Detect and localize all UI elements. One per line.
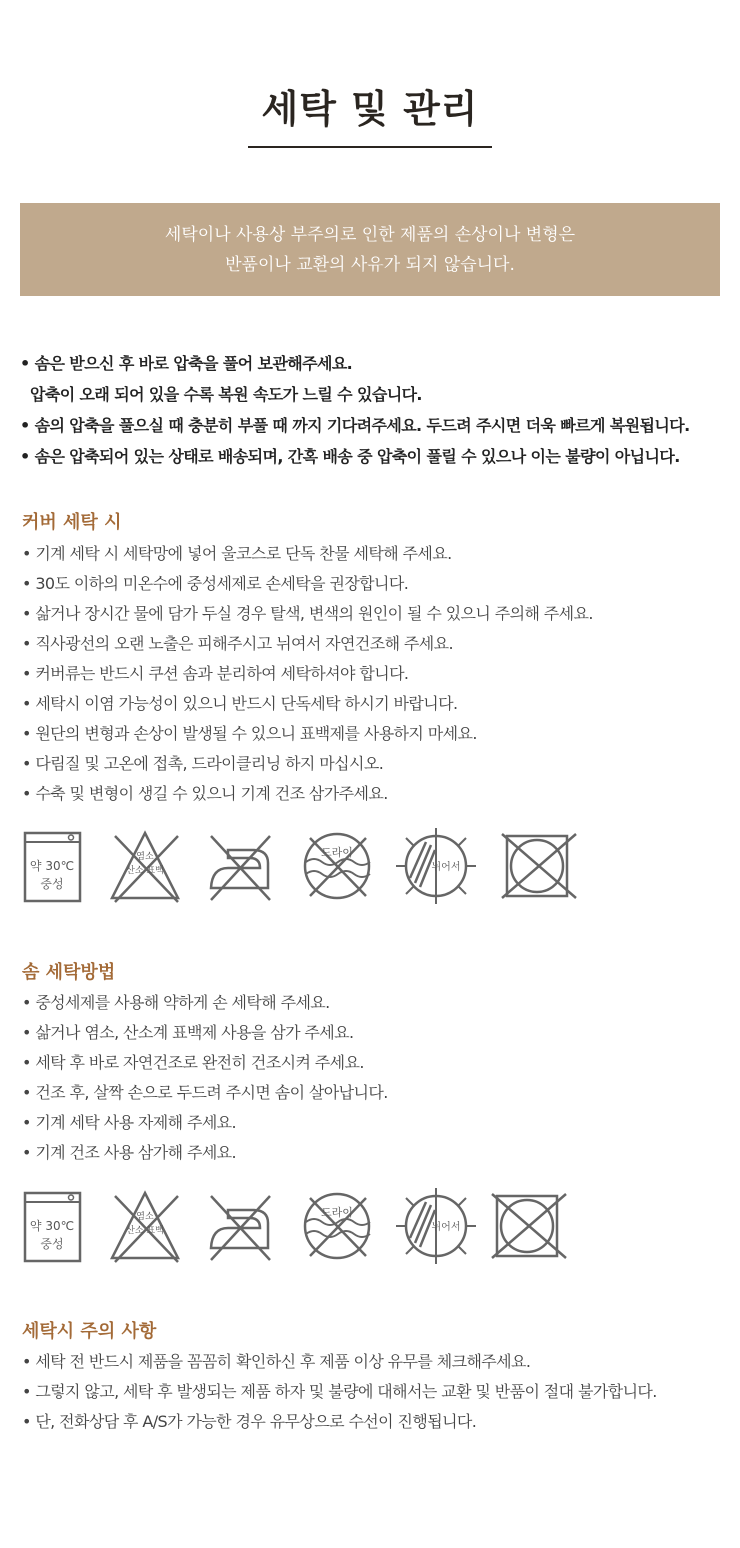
list-item: • 커버류는 반드시 쿠션 솜과 분리하여 세탁하셔야 합니다. xyxy=(22,664,409,683)
list-item: • 기계 건조 사용 삼가해 주세요. xyxy=(22,1143,237,1162)
page-title: 세탁 및 관리 xyxy=(261,87,479,131)
hand-wash-30-icon xyxy=(22,828,98,904)
caution-heading: 세탁시 주의 사항 xyxy=(22,1321,157,1342)
bleach-label-2: 산소 표백 xyxy=(126,1226,164,1236)
wash-detergent-label: 중성 xyxy=(40,1237,64,1251)
notice-banner xyxy=(20,203,720,296)
wash-temp-label: 약 30℃ xyxy=(29,859,75,873)
cover-wash-list xyxy=(22,539,722,809)
no-iron-icon xyxy=(208,1188,284,1264)
intro-item: • 솜은 압축되어 있는 상태로 배송되며, 간혹 배송 중 압축이 풀릴 수 있으나 이는 불량이 아닙니다. xyxy=(20,447,680,466)
list-item: • 중성세제를 사용해 약하게 손 세탁해 주세요. xyxy=(22,993,330,1012)
notice-line-2: 반품이나 교환의 사유가 되지 않습니다. xyxy=(225,254,515,275)
no-dry-clean-icon xyxy=(302,1188,378,1264)
no-bleach-icon xyxy=(112,1188,188,1264)
list-item: • 다림질 및 고온에 접촉, 드라이클리닝 하지 마십시오. xyxy=(22,754,384,773)
wash-temp-label: 약 30℃ xyxy=(29,1219,75,1233)
no-dry-clean-icon xyxy=(302,828,378,904)
filling-wash-heading: 솜 세탁방법 xyxy=(22,962,116,983)
title-underline xyxy=(248,146,492,148)
cover-wash-heading: 커버 세탁 시 xyxy=(22,512,122,533)
wash-detergent-label: 중성 xyxy=(40,877,64,891)
list-item: • 건조 후, 살짝 손으로 두드려 주시면 솜이 살아납니다. xyxy=(22,1083,388,1102)
filling-care-icons xyxy=(22,1188,582,1268)
list-item: • 세탁시 이염 가능성이 있으니 반드시 단독세탁 하시기 바랍니다. xyxy=(22,694,458,713)
hand-wash-30-icon xyxy=(22,1188,98,1264)
dry-clean-label: 드라이 xyxy=(321,1206,353,1219)
list-item: • 그렇지 않고, 세탁 후 발생되는 제품 하자 및 불량에 대해서는 교환 및 반품이 절대 불가합니다. xyxy=(22,1382,657,1401)
flat-dry-label: 뉘어서 xyxy=(431,1222,461,1233)
bleach-label-2: 산소 표백 xyxy=(126,866,164,876)
intro-item: • 솜의 압축을 풀으실 때 충분히 부풀 때 까지 기다려주세요. 두드려 주시면 더욱 빠르게 복원됩니다. xyxy=(20,416,690,435)
no-tumble-dry-icon xyxy=(502,828,578,904)
list-item: • 세탁 전 반드시 제품을 꼼꼼히 확인하신 후 제품 이상 유무를 체크해주세요. xyxy=(22,1352,531,1371)
no-tumble-dry-icon xyxy=(492,1188,568,1264)
flat-dry-shade-icon xyxy=(396,828,472,904)
flat-dry-label: 뉘어서 xyxy=(431,862,461,873)
list-item: • 기계 세탁 시 세탁망에 넣어 울코스로 단독 찬물 세탁해 주세요. xyxy=(22,544,452,563)
intro-list xyxy=(20,348,730,472)
list-item: • 삶거나 염소, 산소계 표백제 사용을 삼가 주세요. xyxy=(22,1023,354,1042)
list-item: • 수축 및 변형이 생길 수 있으니 기계 건조 삼가주세요. xyxy=(22,784,388,803)
list-item: • 기계 세탁 사용 자제해 주세요. xyxy=(22,1113,237,1132)
caution-list xyxy=(22,1347,722,1437)
cover-care-icons xyxy=(22,828,582,908)
flat-dry-shade-icon xyxy=(396,1188,472,1264)
list-item: • 세탁 후 바로 자연건조로 완전히 건조시켜 주세요. xyxy=(22,1053,364,1072)
intro-item: • 솜은 받으신 후 바로 압축을 풀어 보관해주세요. xyxy=(20,354,353,373)
bleach-label-1: 염소 xyxy=(136,852,154,862)
no-bleach-icon xyxy=(112,828,188,904)
list-item: • 원단의 변형과 손상이 발생될 수 있으니 표백제를 사용하지 마세요. xyxy=(22,724,477,743)
notice-line-1: 세탁이나 사용상 부주의로 인한 제품의 손상이나 변형은 xyxy=(164,224,576,245)
bleach-label-1: 염소 xyxy=(136,1212,154,1222)
list-item: • 직사광선의 오랜 노출은 피해주시고 뉘여서 자연건조해 주세요. xyxy=(22,634,453,653)
list-item: • 30도 이하의 미온수에 중성세제로 손세탁을 권장합니다. xyxy=(22,574,409,593)
intro-item: 압축이 오래 되어 있을 수록 복원 속도가 느릴 수 있습니다. xyxy=(30,385,422,404)
no-iron-icon xyxy=(208,828,284,904)
list-item: • 단, 전화상담 후 A/S가 가능한 경우 유무상으로 수선이 진행됩니다. xyxy=(22,1412,477,1431)
list-item: • 삶거나 장시간 물에 담가 두실 경우 탈색, 변색의 원인이 될 수 있으니 주의해 주세요. xyxy=(22,604,593,623)
filling-wash-list xyxy=(22,988,722,1168)
dry-clean-label: 드라이 xyxy=(321,846,353,859)
